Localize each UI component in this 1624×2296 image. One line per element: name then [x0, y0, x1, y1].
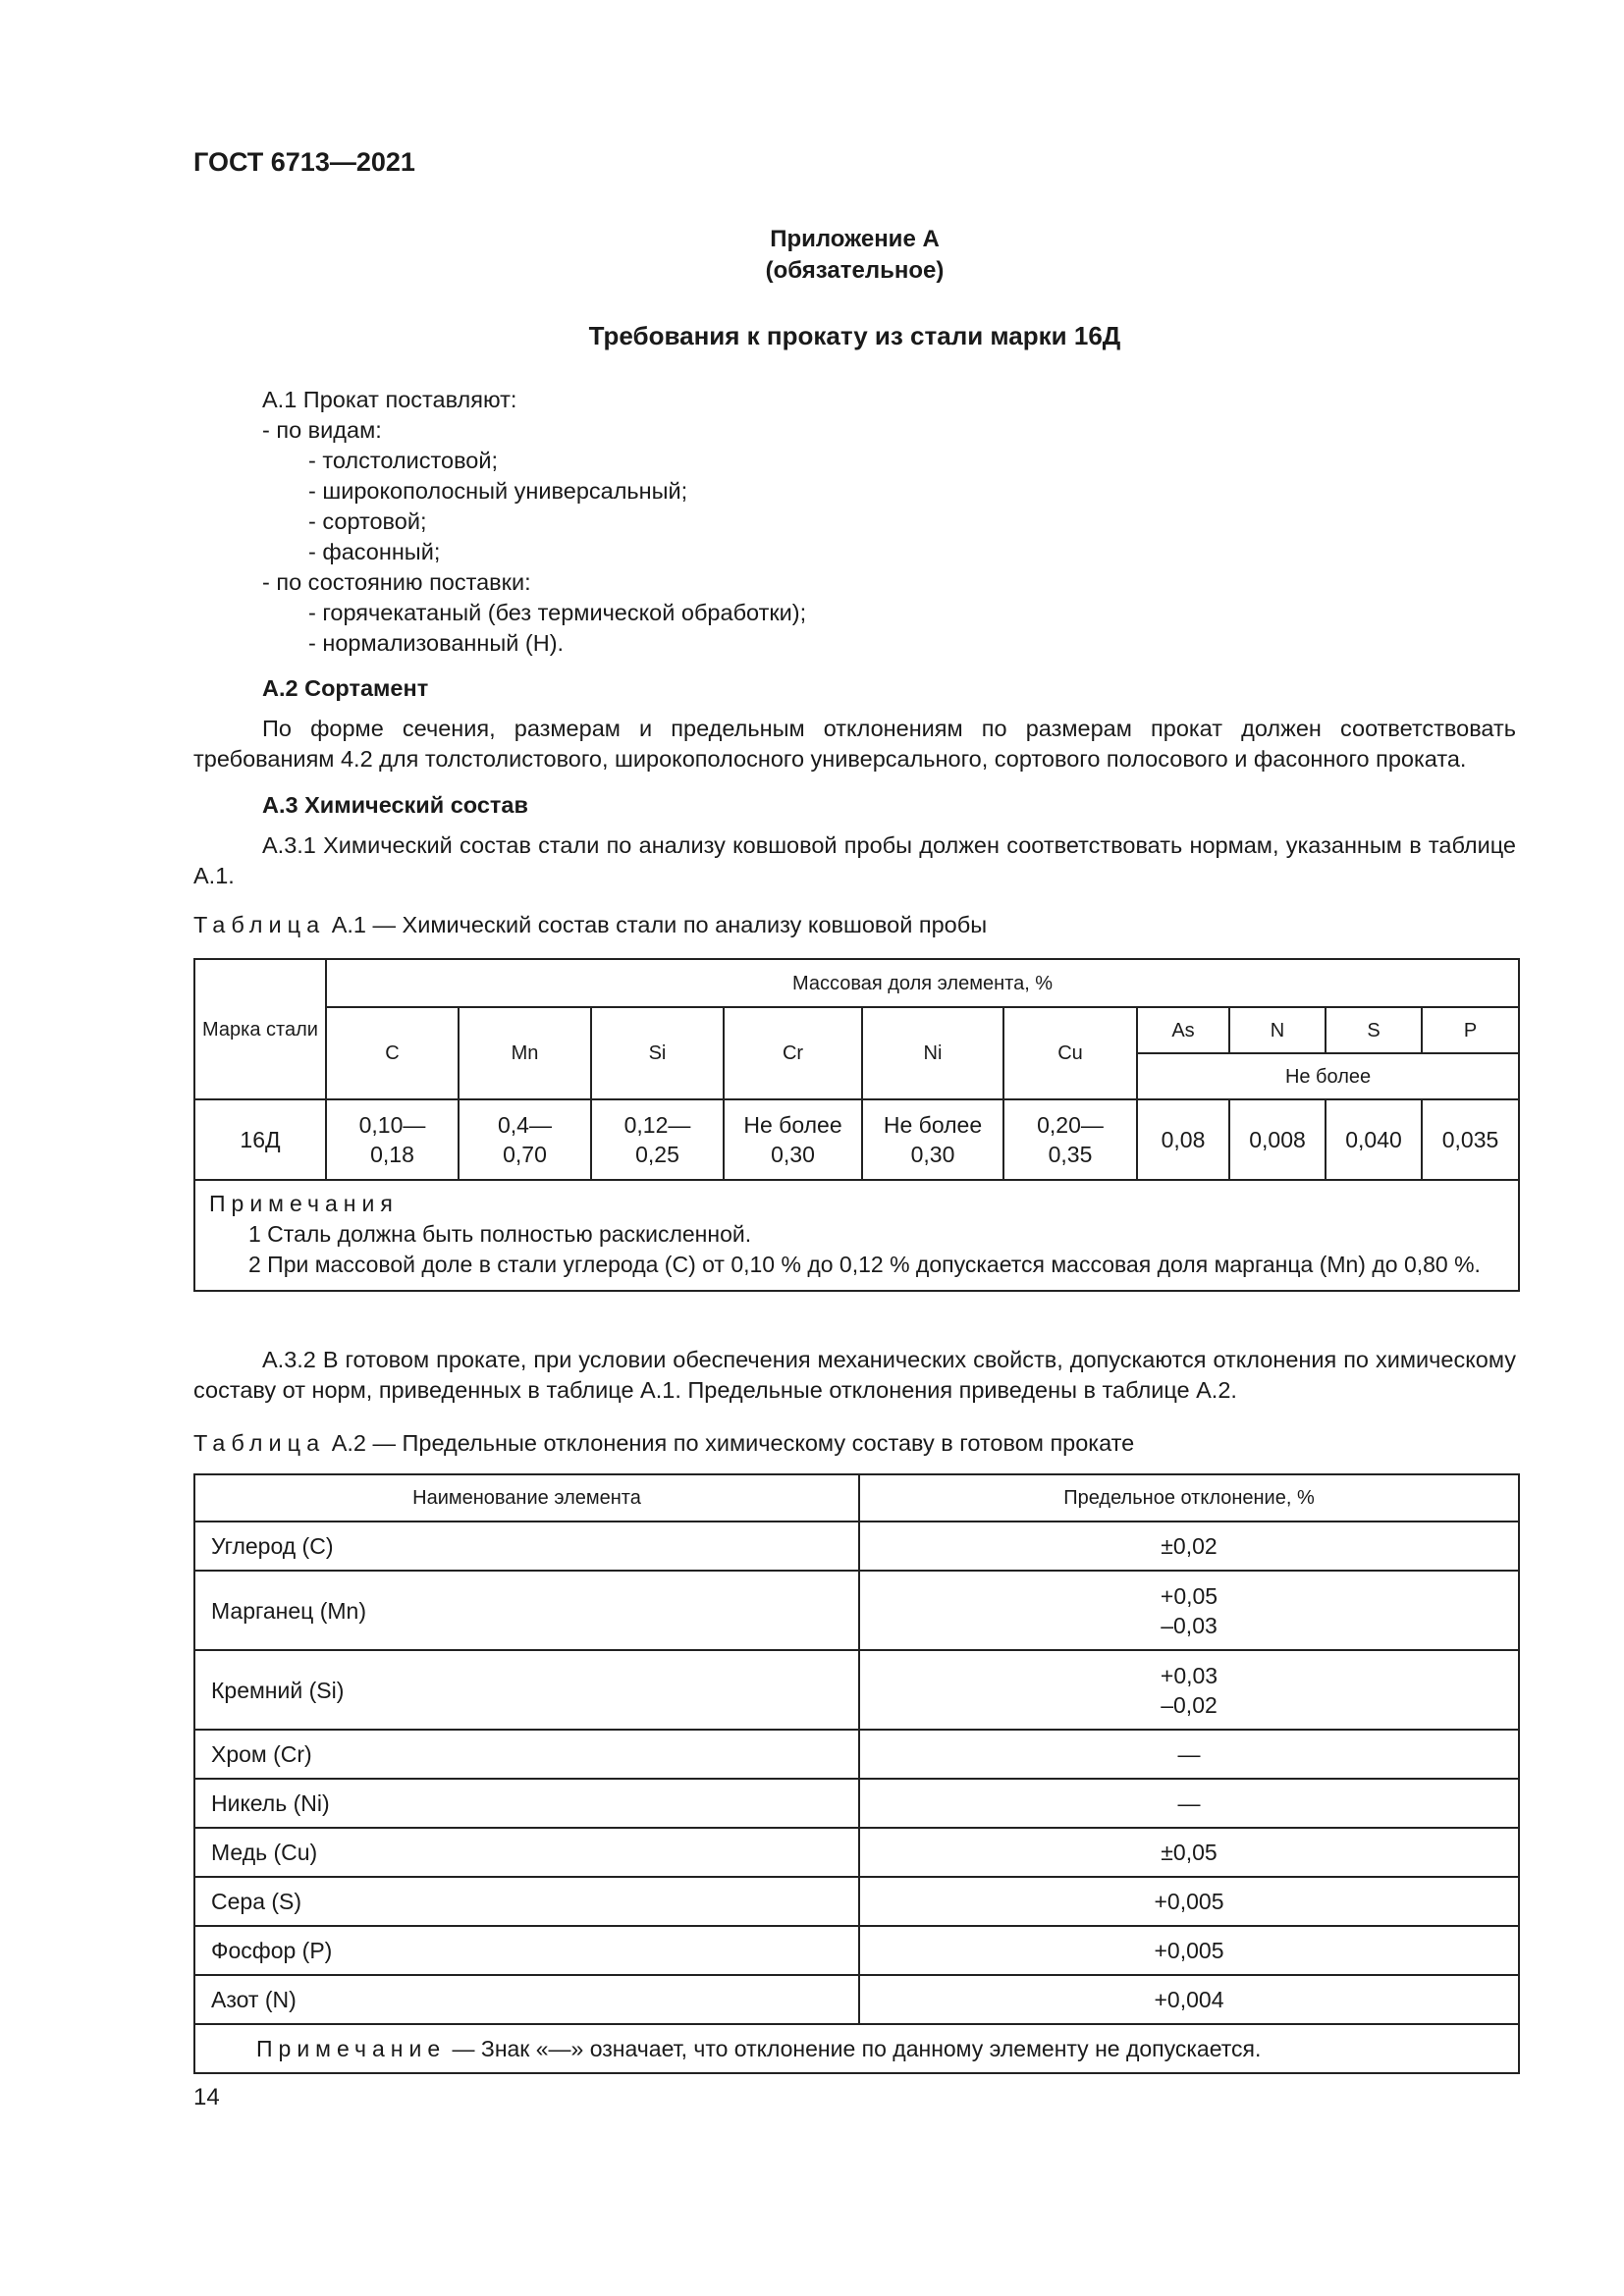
element-name: Никель (Ni) — [194, 1779, 859, 1828]
table1-caption-label: Таблица — [193, 912, 326, 937]
value-cell: 0,035 — [1422, 1099, 1519, 1180]
value-line: 0,18 — [370, 1142, 414, 1167]
deviation: ±0,05 — [859, 1828, 1519, 1877]
table-row — [194, 1828, 1519, 1877]
table1-notes — [194, 1180, 1519, 1291]
col-deviation-header: Предельное отклонение, % — [859, 1474, 1519, 1522]
table2-note — [194, 2024, 1519, 2073]
value-cell: 0,08 — [1137, 1099, 1229, 1180]
deviation: +0,005 — [859, 1926, 1519, 1975]
table-row — [194, 1571, 1519, 1650]
deviation: — — [859, 1779, 1519, 1828]
element-header: Si — [591, 1007, 724, 1099]
element-header: Mn — [459, 1007, 591, 1099]
table-row — [194, 1975, 1519, 2024]
a1-type-item: - фасонный; — [308, 539, 441, 564]
table-row — [194, 1877, 1519, 1926]
value-line: 0,30 — [771, 1142, 815, 1167]
col-element-name-header: Наименование элемента — [194, 1474, 859, 1522]
deviation: +0,004 — [859, 1975, 1519, 2024]
deviation-line: +0,05 — [1160, 1582, 1218, 1609]
a3-p1-text: А.3.1 Химический состав стали по анализу ковшовой пробы должен соответствовать нормам, указанным в таблице А.1. — [193, 832, 1516, 888]
deviation: — — [859, 1730, 1519, 1779]
element-name: Марганец (Mn) — [194, 1571, 859, 1650]
appendix-title: Приложение А — [770, 226, 940, 252]
table1-note: 1 Сталь должна быть полностью раскисленной. — [248, 1221, 752, 1247]
value-line: 0,4— — [498, 1112, 552, 1138]
deviation — [859, 1650, 1519, 1730]
value-cell — [1003, 1099, 1137, 1180]
value-line: Не более — [883, 1112, 983, 1138]
mass-fraction-header: Массовая доля элемента, % — [326, 959, 1519, 1007]
a2-text: По форме сечения, размерам и предельным отклонениям по размерам прокат должен соответствовать требованиям 4.2 для толстолистового, широкополосного универсального, сортового полосового и фасонного проката. — [193, 716, 1516, 772]
element-header: Ni — [862, 1007, 1003, 1099]
a1-state-item: - нормализованный (Н). — [308, 630, 565, 656]
deviation-line: +0,03 — [1160, 1662, 1218, 1688]
a2-paragraph — [193, 714, 1516, 774]
value-line: 0,20— — [1037, 1112, 1104, 1138]
a1-state-item: - горячекатаный (без термической обработки); — [308, 600, 807, 625]
a1-by-type: - по видам: — [262, 417, 382, 443]
element-name: Медь (Cu) — [194, 1828, 859, 1877]
element-name: Фосфор (P) — [194, 1926, 859, 1975]
table-a1 — [193, 958, 1520, 1292]
value-line: 0,35 — [1048, 1142, 1093, 1167]
table1-caption-text: А.1 — Химический состав стали по анализу ковшовой пробы — [331, 912, 988, 937]
element-header: N — [1229, 1007, 1326, 1053]
deviation: ±0,02 — [859, 1522, 1519, 1571]
table2-note-text: — Знак «—» означает, что отклонение по данному элементу не допускается. — [452, 2036, 1262, 2061]
deviation: +0,005 — [859, 1877, 1519, 1926]
deviation-line: –0,02 — [1161, 1691, 1218, 1718]
element-header: Cu — [1003, 1007, 1137, 1099]
grade-header: Марка стали — [194, 959, 326, 1099]
grade-cell: 16Д — [194, 1099, 326, 1180]
table-a2 — [193, 1473, 1520, 2074]
table1-note: 2 При массовой доле в стали углерода (C) от 0,10 % до 0,12 % допускается массовая доля марганца (Mn) до 0,80 %. — [248, 1252, 1481, 1277]
element-header: P — [1422, 1007, 1519, 1053]
value-cell — [591, 1099, 724, 1180]
value-cell — [326, 1099, 459, 1180]
element-header: As — [1137, 1007, 1229, 1053]
value-line: 0,12— — [623, 1112, 691, 1138]
table1-notes-title: Примечания — [209, 1191, 399, 1216]
table-row — [194, 1779, 1519, 1828]
table1-caption — [193, 910, 987, 940]
element-name: Кремний (Si) — [194, 1650, 859, 1730]
a3-paragraph-1 — [193, 830, 1516, 891]
table2-caption — [193, 1428, 1134, 1459]
table-row — [194, 1926, 1519, 1975]
value-cell: 0,008 — [1229, 1099, 1326, 1180]
value-line: 0,30 — [910, 1142, 955, 1167]
a3-paragraph-2 — [193, 1345, 1516, 1406]
element-name: Хром (Cr) — [194, 1730, 859, 1779]
table-row — [194, 1730, 1519, 1779]
element-header: S — [1326, 1007, 1422, 1053]
document-code: ГОСТ 6713—2021 — [193, 147, 415, 177]
table2-caption-text: А.2 — Предельные отклонения по химическому составу в готовом прокате — [331, 1430, 1135, 1456]
element-name: Азот (N) — [194, 1975, 859, 2024]
table-row — [194, 1522, 1519, 1571]
a1-intro: А.1 Прокат поставляют: — [262, 387, 517, 412]
a1-type-item: - широкополосный универсальный; — [308, 478, 688, 504]
deviation-line: –0,03 — [1161, 1612, 1218, 1638]
table2-note-label: Примечание — [256, 2036, 447, 2061]
max-note-header: Не более — [1137, 1053, 1519, 1099]
value-line: 0,25 — [635, 1142, 679, 1167]
value-cell — [862, 1099, 1003, 1180]
a3-heading: А.3 Химический состав — [262, 792, 528, 818]
value-line: 0,70 — [503, 1142, 547, 1167]
value-cell — [459, 1099, 591, 1180]
table-row — [194, 1650, 1519, 1730]
value-line: Не более — [743, 1112, 842, 1138]
element-name: Углерод (C) — [194, 1522, 859, 1571]
a1-by-state: - по состоянию поставки: — [262, 569, 531, 595]
table2-caption-label: Таблица — [193, 1430, 326, 1456]
element-name: Сера (S) — [194, 1877, 859, 1926]
a3-p2-text: А.3.2 В готовом прокате, при условии обеспечения механических свойств, допускаются отклонения по химическому составу от норм, приведенных в таблице А.1. Предельные отклонения приведены в таблице А.2. — [193, 1347, 1516, 1403]
page-number: 14 — [193, 2084, 220, 2110]
a1-type-item: - толстолистовой; — [308, 448, 499, 473]
element-header: Cr — [724, 1007, 862, 1099]
value-cell — [724, 1099, 862, 1180]
value-line: 0,10— — [358, 1112, 426, 1138]
appendix-status: (обязательное) — [765, 257, 945, 284]
value-cell: 0,040 — [1326, 1099, 1422, 1180]
element-header: C — [326, 1007, 459, 1099]
a1-type-item: - сортовой; — [308, 508, 427, 534]
deviation — [859, 1571, 1519, 1650]
appendix-heading: Требования к прокату из стали марки 16Д — [588, 321, 1121, 350]
a2-heading: А.2 Сортамент — [262, 675, 429, 701]
